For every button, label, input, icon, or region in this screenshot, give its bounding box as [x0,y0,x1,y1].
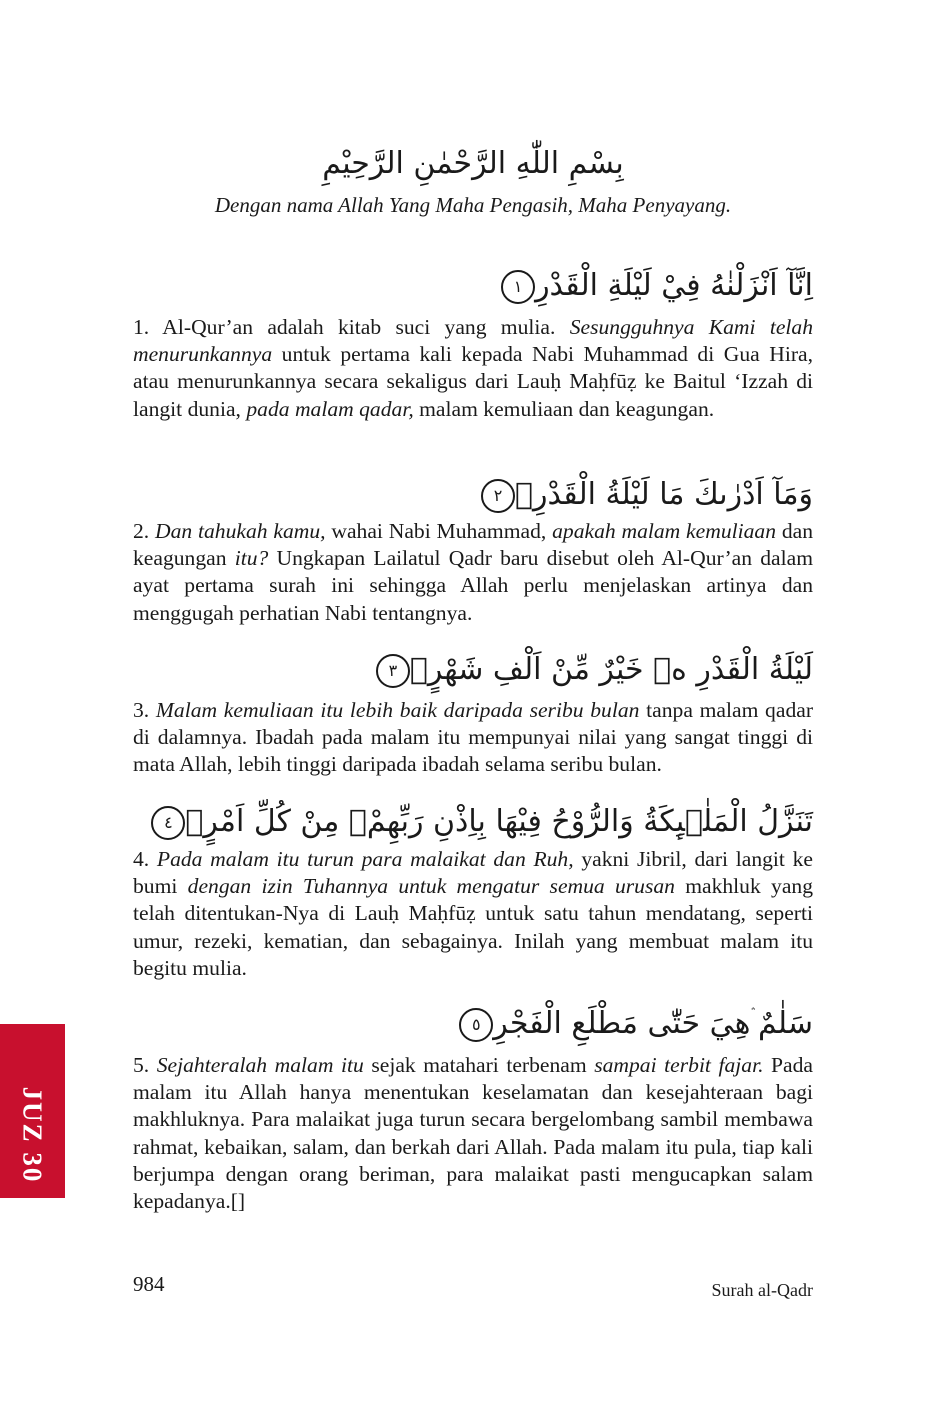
running-footer-surah-name: Surah al-Qadr [711,1280,813,1300]
verse-4-arabic [133,798,813,846]
basmalah-arabic: بِسْمِ اللّٰهِ الرَّحْمٰنِ الرَّحِيْمِ [322,146,624,181]
italic-phrase: apakah malam kemuliaan [552,519,777,543]
italic-phrase: Sesungguhnya Kami telah menurunkannya [133,315,813,367]
verse-2-arabic [133,471,813,519]
text-run: makhluk yang telah ditentukan-Nya di Lauḥ Maḥfūẓ untuk satu tahun mendatang, seperti umur, rezeki, kematian, dan sebagainya. Inilah yang membuat malam itu begitu mulia. [133,874,813,980]
verse-3-arabic-text: لَيْلَةُ الْقَدْرِ ەۙ خَيْرٌ مِّنْ اَلْفِ شَهْرٍۗ [409,652,813,687]
verse-5-number-marker: ٥ [459,1008,493,1042]
italic-phrase: sampai terbit fajar. [594,1053,764,1077]
verse-1-translation [133,314,813,423]
verse-5-translation [133,1052,813,1215]
text-run: malam kemuliaan dan keagungan. [413,396,715,421]
verse-4-number-marker: ٤ [151,806,185,840]
verse-3-arabic [133,646,813,694]
text-run: 3. [133,698,156,722]
italic-phrase: dengan izin Tuhannya untuk mengatur semua urusan [187,874,675,899]
basmalah-translation: Dengan nama Allah Yang Maha Pengasih, Maha Penyayang. [214,193,732,217]
page-number: 984 [133,1272,165,1296]
verse-2-arabic-text: وَمَآ اَدْرٰىكَ مَا لَيْلَةُ الْقَدْرِۗ [515,477,813,512]
verse-4-translation [133,846,813,982]
text-run: yakni Jibril, dari langit ke bumi [133,847,813,899]
juz-label: JUZ 30 [17,1086,48,1184]
italic-phrase: itu? [234,546,269,571]
verse-3-number-marker: ٣ [376,654,410,688]
text-run: 5. [133,1053,157,1077]
verse-2-number-marker: ٢ [481,479,515,513]
italic-phrase: Dan tahukah kamu, [155,519,326,543]
text-run: Ungkapan Lailatul Qadr baru disebut oleh Al-Qur’an dalam ayat pertama surah ini sehingga Allah perlu menjelaskan artinya dan menggugah perhatian Nabi tentangnya. [133,546,813,625]
text-run: untuk pertama kali kepada Nabi Muhammad di Gua Hira, atau menurunkannya secara sekaligus dari Lauḥ Maḥfūẓ ke Baitul ‘Izzah di langit dunia, [133,342,813,421]
verse-1-arabic [133,262,813,310]
verse-4-arabic-text: تَنَزَّلُ الْمَلٰۤىِٕكَةُ وَالرُّوْحُ فِيْهَا بِاِذْنِ رَبِّهِمْۚ مِنْ كُلِّ اَمْرٍۛ [185,804,813,839]
text-run: dan keagungan [133,519,814,571]
verse-2-translation [133,518,813,627]
text-run: tanpa malam qadar di dalamnya. Ibadah pada malam itu mempunyai nilai yang sangat tinggi di mata Allah, lebih tinggi daripada ibadah selama seribu bulan. [133,698,814,777]
text-run: wahai Nabi Muhammad, [325,519,553,543]
text-run: Pada malam itu Allah hanya menentukan keselamatan dan kesejahteraan bagi makhluknya. Para malaikat juga turun secara bergelombang sambil membawa rahmat, kebaikan, salam, dan berkah dari Allah. Pada malam itu pula, tiap kali berjumpa dengan orang beriman, para malaikat pasti mengucapkan salam kepadanya.[] [133,1053,814,1214]
italic-phrase: pada malam qadar, [246,396,414,421]
italic-phrase: Malam kemuliaan itu lebih baik daripada seribu bulan [155,698,640,722]
italic-phrase: Pada malam itu turun para malaikat dan Ruh, [156,847,574,871]
italic-phrase: Sejahteralah malam itu [156,1053,364,1077]
verse-3-translation [133,697,813,779]
juz-tab [0,1024,65,1198]
text-run: 4. [133,847,157,871]
text-run: sejak matahari terbenam [363,1053,595,1077]
verse-1-number-marker: ١ [501,270,535,304]
text-run: 1. Al-Qur’an adalah kitab suci yang mulia. [133,315,570,339]
text-run: 2. [133,519,156,543]
verse-5-arabic-text: سَلٰمٌ ۛهِيَ حَتّٰى مَطْلَعِ الْفَجْرِ [493,1006,813,1041]
verse-1-arabic-text: اِنَّآ اَنْزَلْنٰهُ فِيْ لَيْلَةِ الْقَدْرِ [535,268,813,303]
verse-5-arabic [133,1000,813,1048]
